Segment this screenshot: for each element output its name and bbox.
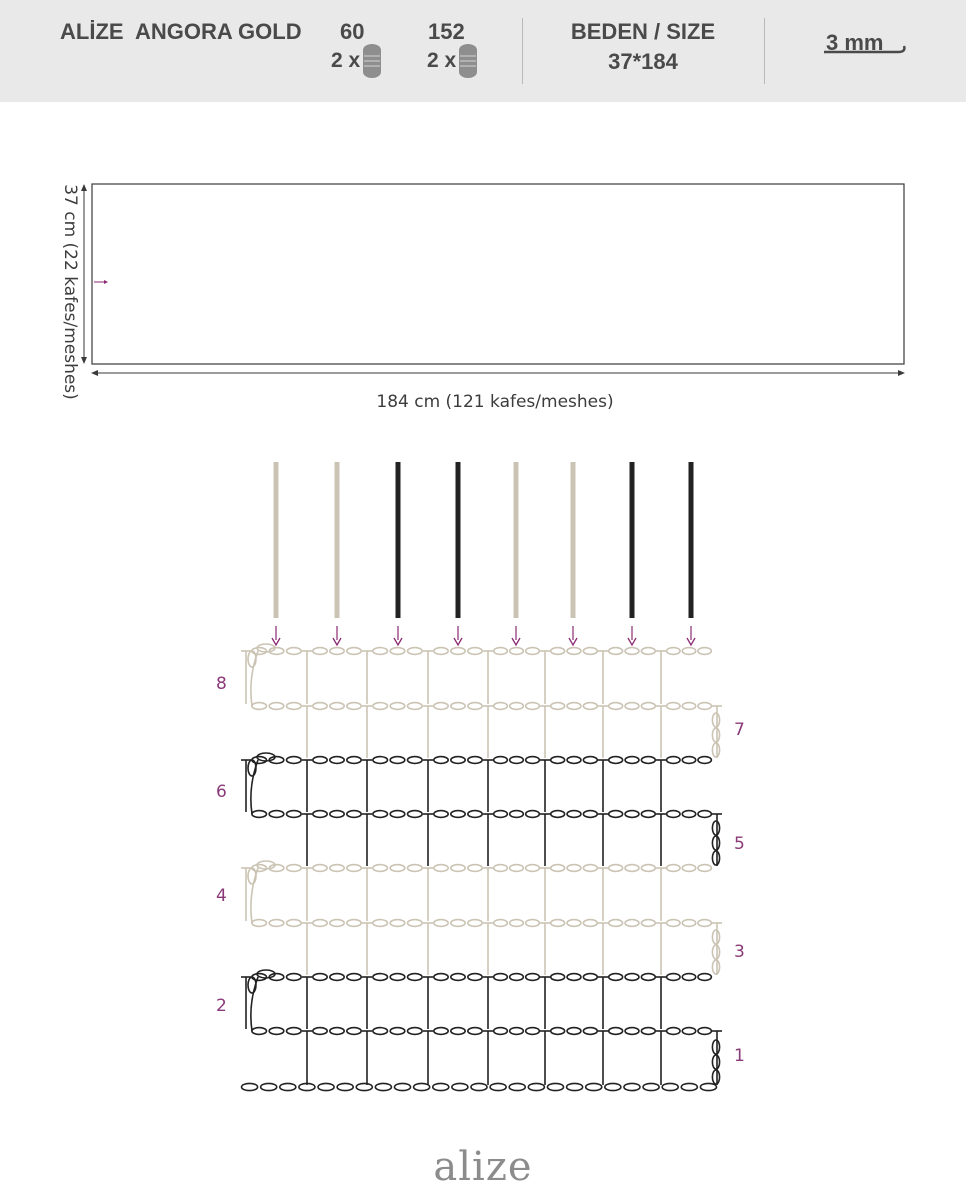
- chain-stitch: [583, 920, 597, 927]
- insertion-arrow: [394, 638, 402, 645]
- chain-stitch: [468, 757, 482, 764]
- chain-stitch: [390, 811, 405, 818]
- chain-stitch: [287, 703, 302, 710]
- chain-stitch: [667, 920, 680, 927]
- color-code-2: 152: [428, 19, 465, 44]
- turning-chain: [712, 1070, 719, 1084]
- chain-stitch: [468, 811, 482, 818]
- chain-stitch: [451, 865, 465, 872]
- chain-stitch: [494, 865, 508, 872]
- chain-stitch: [408, 920, 423, 927]
- chain-stitch: [698, 703, 711, 710]
- chain-stitch: [641, 703, 655, 710]
- header-divider: [764, 18, 765, 84]
- chain-stitch: [451, 974, 465, 981]
- chain-stitch: [567, 811, 581, 818]
- color-qty-2: 2 x: [427, 49, 457, 72]
- chain-stitch: [526, 865, 540, 872]
- chain-stitch: [373, 757, 388, 764]
- chain-stitch: [547, 1083, 563, 1090]
- size-value: 37*184: [608, 49, 678, 74]
- chain-stitch: [313, 811, 327, 818]
- chain-stitch: [394, 1083, 410, 1090]
- insertion-arrow: [569, 638, 577, 645]
- row-number-8: 8: [216, 674, 227, 694]
- chain-stitch: [287, 974, 302, 981]
- insertion-arrow: [687, 638, 695, 645]
- chain-stitch: [667, 648, 680, 655]
- chain-stitch: [269, 648, 284, 655]
- chain-stitch: [373, 865, 388, 872]
- turning-chain: [712, 1055, 719, 1069]
- chain-stitch: [609, 920, 623, 927]
- chain-stitch: [471, 1083, 487, 1090]
- turning-chain: [251, 977, 258, 1031]
- chain-stitch: [526, 703, 540, 710]
- chain-stitch: [434, 920, 448, 927]
- chain-stitch: [390, 1028, 405, 1035]
- chain-stitch: [567, 920, 581, 927]
- chain-stitch: [583, 974, 597, 981]
- chain-stitch: [551, 703, 565, 710]
- turning-chain: [712, 743, 719, 757]
- turning-chain: [712, 821, 719, 835]
- chain-stitch: [494, 920, 508, 927]
- chain-stitch: [681, 1083, 697, 1090]
- chain-stitch: [373, 920, 388, 927]
- chain-stitch: [390, 920, 405, 927]
- chain-stitch: [451, 757, 465, 764]
- chain-stitch: [252, 757, 267, 764]
- chain-stitch: [434, 648, 448, 655]
- chain-stitch: [468, 865, 482, 872]
- chain-stitch: [287, 811, 302, 818]
- chain-stitch: [408, 865, 423, 872]
- chain-stitch: [526, 648, 540, 655]
- chain-stitch: [643, 1083, 659, 1090]
- header-divider: [522, 18, 523, 84]
- insertion-arrow: [628, 638, 636, 645]
- chain-stitch: [261, 1083, 277, 1090]
- chain-stitch: [434, 974, 448, 981]
- chain-stitch: [583, 1028, 597, 1035]
- chain-stitch: [624, 1083, 640, 1090]
- product-name: ANGORA GOLD: [134, 19, 302, 44]
- chain-stitch: [330, 811, 344, 818]
- height-dimension-label: 37 cm (22 kafes/meshes): [60, 184, 80, 400]
- chain-stitch: [583, 865, 597, 872]
- chain-stitch: [434, 757, 448, 764]
- chain-stitch: [313, 703, 327, 710]
- chain-stitch: [526, 1028, 540, 1035]
- hook-size: 3 mm: [826, 30, 884, 55]
- chain-stitch: [330, 757, 344, 764]
- chain-stitch: [510, 703, 524, 710]
- chain-stitch: [510, 811, 524, 818]
- chain-stitch: [269, 920, 284, 927]
- chain-stitch: [280, 1083, 296, 1090]
- chain-stitch: [408, 974, 423, 981]
- turning-chain: [712, 713, 719, 727]
- chain-stitch: [434, 811, 448, 818]
- chain-stitch: [698, 865, 711, 872]
- chain-stitch: [698, 811, 711, 818]
- chain-stitch: [375, 1083, 391, 1090]
- chain-stitch: [698, 1028, 711, 1035]
- chain-stitch: [373, 811, 388, 818]
- chain-stitch: [526, 920, 540, 927]
- turning-chain: [251, 651, 258, 706]
- chain-stitch: [408, 757, 423, 764]
- chain-stitch: [356, 1083, 372, 1090]
- chain-stitch: [526, 811, 540, 818]
- chain-stitch: [509, 1083, 525, 1090]
- chain-stitch: [313, 1028, 327, 1035]
- turning-chain: [257, 970, 275, 978]
- turning-chain: [248, 868, 256, 884]
- chain-stitch: [433, 1083, 449, 1090]
- chain-stitch: [641, 920, 655, 927]
- turning-chain: [257, 753, 275, 761]
- chain-stitch: [682, 757, 695, 764]
- chain-stitch: [698, 757, 711, 764]
- chain-stitch: [330, 648, 344, 655]
- row-number-2: 2: [216, 996, 227, 1016]
- chain-stitch: [252, 703, 267, 710]
- turning-chain: [712, 945, 719, 959]
- chain-stitch: [434, 703, 448, 710]
- yarn-skein-icon: [360, 42, 384, 80]
- chain-stitch: [269, 865, 284, 872]
- chain-stitch: [510, 920, 524, 927]
- color-code-1: 60: [340, 19, 365, 44]
- chain-stitch: [698, 974, 711, 981]
- chain-stitch: [451, 811, 465, 818]
- chain-stitch: [682, 811, 695, 818]
- chain-stitch: [551, 1028, 565, 1035]
- chain-stitch: [347, 648, 361, 655]
- row-number-5: 5: [734, 834, 745, 854]
- chain-stitch: [287, 648, 302, 655]
- chain-stitch: [269, 974, 284, 981]
- chain-stitch: [625, 974, 639, 981]
- turning-chain: [248, 760, 256, 776]
- chain-stitch: [682, 703, 695, 710]
- chain-stitch: [373, 1028, 388, 1035]
- chain-stitch: [408, 811, 423, 818]
- chain-stitch: [494, 1028, 508, 1035]
- chain-stitch: [667, 974, 680, 981]
- chain-stitch: [605, 1083, 621, 1090]
- chain-stitch: [313, 920, 327, 927]
- chain-stitch: [609, 703, 623, 710]
- chain-stitch: [252, 920, 267, 927]
- chain-stitch: [641, 757, 655, 764]
- chain-stitch: [287, 865, 302, 872]
- color-qty-1: 2 x: [331, 49, 361, 72]
- chain-stitch: [347, 1028, 361, 1035]
- chain-stitch: [269, 1028, 284, 1035]
- turning-chain: [712, 836, 719, 850]
- insertion-arrow: [272, 638, 280, 645]
- chain-stitch: [567, 703, 581, 710]
- chain-stitch: [682, 865, 695, 872]
- chain-stitch: [347, 974, 361, 981]
- chain-stitch: [682, 648, 695, 655]
- chain-stitch: [609, 757, 623, 764]
- insertion-arrow: [454, 638, 462, 645]
- chain-stitch: [682, 974, 695, 981]
- chain-stitch: [451, 1028, 465, 1035]
- chain-stitch: [625, 703, 639, 710]
- turning-chain: [251, 868, 258, 923]
- chain-stitch: [434, 865, 448, 872]
- chain-stitch: [451, 703, 465, 710]
- pattern-header: [0, 0, 966, 102]
- chain-stitch: [609, 865, 623, 872]
- chain-stitch: [252, 648, 267, 655]
- chain-stitch: [347, 811, 361, 818]
- chain-stitch: [252, 865, 267, 872]
- chain-stitch: [287, 920, 302, 927]
- chain-stitch: [567, 648, 581, 655]
- chain-stitch: [434, 1028, 448, 1035]
- chain-stitch: [287, 757, 302, 764]
- chain-stitch: [330, 974, 344, 981]
- chain-stitch: [641, 811, 655, 818]
- row-number-1: 1: [734, 1046, 745, 1066]
- chain-stitch: [567, 865, 581, 872]
- chain-stitch: [583, 648, 597, 655]
- chain-stitch: [551, 757, 565, 764]
- turning-chain: [712, 1040, 719, 1054]
- turning-chain: [257, 644, 275, 652]
- chain-stitch: [468, 1028, 482, 1035]
- chain-stitch: [373, 648, 388, 655]
- turning-chain: [257, 861, 275, 869]
- chain-stitch: [609, 974, 623, 981]
- turning-chain: [712, 930, 719, 944]
- chain-stitch: [641, 865, 655, 872]
- chain-stitch: [586, 1083, 602, 1090]
- chain-stitch: [408, 1028, 423, 1035]
- chain-stitch: [667, 811, 680, 818]
- brand-product-title: [60, 19, 302, 45]
- chain-stitch: [330, 865, 344, 872]
- chain-stitch: [551, 811, 565, 818]
- chain-stitch: [510, 865, 524, 872]
- chain-stitch: [510, 974, 524, 981]
- chain-stitch: [347, 703, 361, 710]
- chain-stitch: [347, 865, 361, 872]
- chain-stitch: [551, 920, 565, 927]
- chain-stitch: [494, 811, 508, 818]
- chain-stitch: [609, 811, 623, 818]
- chain-stitch: [567, 757, 581, 764]
- chain-stitch: [609, 1028, 623, 1035]
- chain-stitch: [330, 703, 344, 710]
- turning-chain: [712, 960, 719, 974]
- size-label: BEDEN / SIZE: [570, 19, 716, 44]
- chain-stitch: [373, 703, 388, 710]
- chain-stitch: [551, 974, 565, 981]
- chain-stitch: [551, 648, 565, 655]
- chain-stitch: [641, 648, 655, 655]
- chain-stitch: [337, 1083, 353, 1090]
- chain-stitch: [330, 920, 344, 927]
- turning-chain: [712, 851, 719, 865]
- chain-stitch: [318, 1083, 334, 1090]
- chain-stitch: [468, 703, 482, 710]
- row-number-6: 6: [216, 782, 227, 802]
- chain-stitch: [510, 757, 524, 764]
- chain-stitch: [299, 1083, 315, 1090]
- chain-stitch: [625, 920, 639, 927]
- chain-stitch: [313, 974, 327, 981]
- chain-stitch: [390, 865, 405, 872]
- chain-stitch: [330, 1028, 344, 1035]
- yarn-skein-icon: [456, 42, 480, 80]
- chain-stitch: [269, 703, 284, 710]
- chain-stitch: [390, 703, 405, 710]
- chain-stitch: [452, 1083, 468, 1090]
- chain-stitch: [641, 1028, 655, 1035]
- chain-stitch: [269, 811, 284, 818]
- turning-chain: [712, 728, 719, 742]
- chain-stitch: [641, 974, 655, 981]
- chain-stitch: [494, 757, 508, 764]
- chain-stitch: [494, 648, 508, 655]
- chain-stitch: [287, 1028, 302, 1035]
- chain-stitch: [390, 757, 405, 764]
- turning-chain: [251, 760, 258, 814]
- scarf-outline: [92, 184, 904, 364]
- chain-stitch: [510, 648, 524, 655]
- chain-stitch: [667, 757, 680, 764]
- row-number-7: 7: [734, 720, 745, 740]
- chain-stitch: [373, 974, 388, 981]
- chain-stitch: [313, 757, 327, 764]
- chain-stitch: [408, 703, 423, 710]
- row-number-3: 3: [734, 942, 745, 962]
- chain-stitch: [667, 865, 680, 872]
- chain-stitch: [625, 811, 639, 818]
- chain-stitch: [494, 703, 508, 710]
- chain-stitch: [490, 1083, 506, 1090]
- chain-stitch: [567, 1083, 583, 1090]
- chain-stitch: [567, 974, 581, 981]
- width-dimension-label: 184 cm (121 kafes/meshes): [376, 392, 614, 412]
- chain-stitch: [390, 648, 405, 655]
- chain-stitch: [526, 757, 540, 764]
- brand-name: ALİZE: [60, 19, 124, 44]
- chain-stitch: [408, 648, 423, 655]
- chain-stitch: [468, 648, 482, 655]
- chain-stitch: [242, 1083, 258, 1090]
- chain-stitch: [347, 757, 361, 764]
- chain-stitch: [526, 974, 540, 981]
- turning-chain: [248, 651, 256, 667]
- insertion-arrow: [512, 638, 520, 645]
- chain-stitch: [667, 703, 680, 710]
- chain-stitch: [682, 1028, 695, 1035]
- chain-stitch: [390, 974, 405, 981]
- chain-stitch: [252, 1028, 267, 1035]
- chain-stitch: [625, 1028, 639, 1035]
- chain-stitch: [662, 1083, 678, 1090]
- alize-logo: alize: [433, 1144, 533, 1190]
- chain-stitch: [313, 865, 327, 872]
- turning-chain: [248, 977, 256, 993]
- chain-stitch: [625, 865, 639, 872]
- chain-stitch: [583, 811, 597, 818]
- chain-stitch: [414, 1083, 430, 1090]
- chain-stitch: [451, 920, 465, 927]
- row-number-4: 4: [216, 886, 227, 906]
- chain-stitch: [583, 703, 597, 710]
- chain-stitch: [698, 648, 711, 655]
- crochet-hook-icon: [822, 44, 908, 58]
- chain-stitch: [269, 757, 284, 764]
- chain-stitch: [583, 757, 597, 764]
- chain-stitch: [347, 920, 361, 927]
- chain-stitch: [551, 865, 565, 872]
- chain-stitch: [567, 1028, 581, 1035]
- chain-stitch: [609, 648, 623, 655]
- chain-stitch: [313, 648, 327, 655]
- chain-stitch: [698, 920, 711, 927]
- chain-stitch: [252, 974, 267, 981]
- chain-stitch: [528, 1083, 544, 1090]
- chain-stitch: [494, 974, 508, 981]
- chain-stitch: [625, 757, 639, 764]
- chain-stitch: [667, 1028, 680, 1035]
- chain-stitch: [625, 648, 639, 655]
- chain-stitch: [468, 974, 482, 981]
- chain-stitch: [510, 1028, 524, 1035]
- chain-stitch: [700, 1083, 716, 1090]
- chain-stitch: [682, 920, 695, 927]
- chain-stitch: [468, 920, 482, 927]
- chain-stitch: [252, 811, 267, 818]
- chain-stitch: [451, 648, 465, 655]
- insertion-arrow: [333, 638, 341, 645]
- start-arrow: [104, 280, 108, 284]
